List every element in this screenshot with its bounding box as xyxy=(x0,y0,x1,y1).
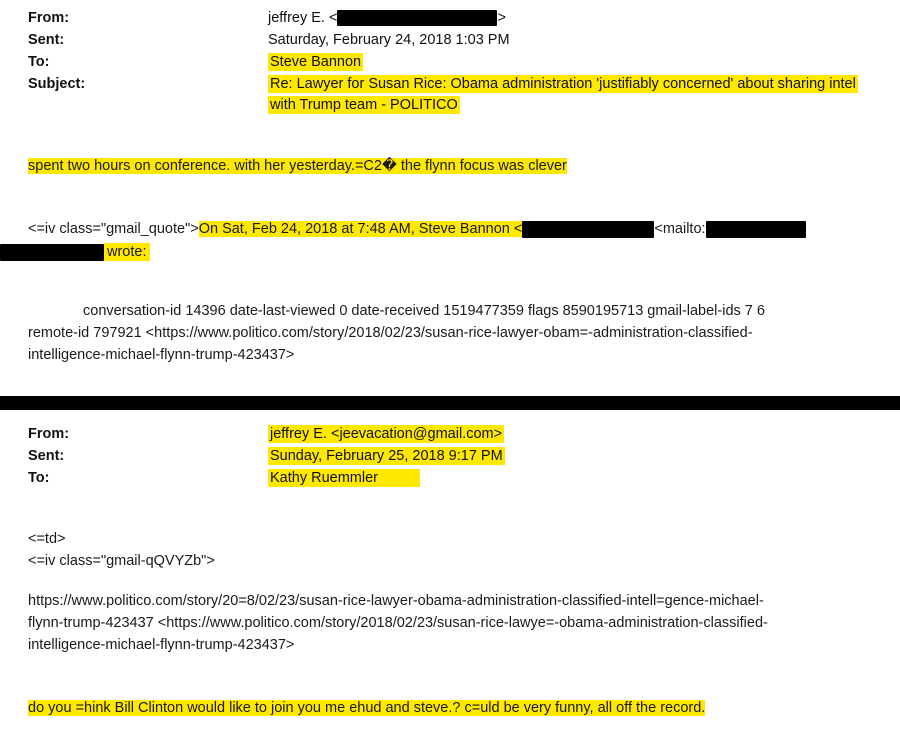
page-separator-bar xyxy=(0,396,900,410)
message-1-wrote-line xyxy=(0,240,880,264)
url-line-1: https://www.politico.com/story/20=8/02/23/susan-rice-lawyer-obama-administration-classified-intell=gence-michael- xyxy=(28,593,764,609)
redaction-bar-wrote-prefix xyxy=(0,244,104,261)
redaction-bar-from xyxy=(337,10,497,26)
header-label-sent: Sent: xyxy=(28,32,65,48)
quote-mailto-label: <mailto: xyxy=(654,221,706,237)
to-highlighted-text: Steve Bannon xyxy=(270,54,362,70)
header-label-from-2: From: xyxy=(28,426,70,442)
body-line-1-highlight: spent two hours on conference. with her yesterday.=C2� the flynn focus was clever xyxy=(28,158,567,174)
header-label-subject: Subject: xyxy=(28,76,86,92)
header-value-sent-2 xyxy=(268,446,878,467)
body-2-line-1: <=td> xyxy=(28,531,66,547)
sent-2-highlighted-text: Sunday, February 25, 2018 9:17 PM xyxy=(270,448,503,464)
url-line-2: flynn-trump-423437 <https://www.politico.com/story/2018/02/23/susan-rice-lawye=-obama-administration-classified- xyxy=(28,615,768,631)
message-2-headers xyxy=(28,424,878,490)
header-row-to xyxy=(28,52,878,73)
header-label-sent-2: Sent: xyxy=(28,448,65,464)
message-2-url-block xyxy=(28,590,868,656)
from-2-highlighted-text: jeffrey E. <jeevacation@gmail.com> xyxy=(270,426,503,442)
body-2-line-2: <=iv class="gmail-qQVYZb"> xyxy=(28,553,215,569)
header-row-from-2 xyxy=(28,424,878,445)
header-row-sent xyxy=(28,30,878,51)
header-value-sent: Saturday, February 24, 2018 1:03 PM xyxy=(268,32,510,48)
wrote-text: wrote: xyxy=(104,243,150,261)
message-1-headers xyxy=(28,8,878,117)
header-value-from xyxy=(268,8,878,29)
message-1-quote-header xyxy=(28,217,888,241)
header-row-from xyxy=(28,8,878,29)
header-label-from: From: xyxy=(28,10,70,26)
quote-intro-text: On Sat, Feb 24, 2018 at 7:48 AM, Steve Bannon < xyxy=(198,221,523,237)
header-value-subject xyxy=(268,74,868,116)
body-line-1 xyxy=(28,155,878,177)
header-label-to: To: xyxy=(28,54,50,70)
header-label-to-2: To: xyxy=(28,470,50,486)
header-value-from-2 xyxy=(268,424,878,445)
metadata-line-3: intelligence-michael-flynn-trump-423437> xyxy=(28,347,295,363)
header-value-to-2 xyxy=(268,468,878,489)
metadata-line-2: remote-id 797921 <https://www.politico.com/story/2018/02/23/susan-rice-lawyer-obam=-administration-classified- xyxy=(28,325,753,341)
from-suffix: > xyxy=(497,10,506,26)
header-row-to-2 xyxy=(28,468,878,489)
header-value-to xyxy=(268,52,878,73)
metadata-line-1: conversation-id 14396 date-last-viewed 0 date-received 1519477359 flags 8590195713 gmail-label-ids 7 6 xyxy=(83,303,765,319)
redaction-bar-mailto xyxy=(706,221,806,238)
quote-html-tag: <=iv class="gmail_quote"> xyxy=(28,221,199,237)
url-line-3: intelligence-michael-flynn-trump-423437> xyxy=(28,637,295,653)
message-1-body xyxy=(28,155,878,177)
to-2-highlighted-text: Kathy Ruemmler xyxy=(268,469,420,487)
email-message-2 xyxy=(0,410,900,737)
redaction-bar-quote-address xyxy=(522,221,654,238)
message-1-metadata xyxy=(28,300,858,366)
header-row-subject xyxy=(28,74,878,116)
closing-line-highlight: do you =hink Bill Clinton would like to join you me ehud and steve.? c=uld be very funny, all off the record. xyxy=(28,700,706,716)
subject-highlighted-text: Re: Lawyer for Susan Rice: Obama administration 'justifiably concerned' about sharing intel with Trump team - POLITICO xyxy=(270,76,856,113)
message-2-body-tags xyxy=(28,528,878,572)
message-2-closing-line xyxy=(28,697,868,719)
header-row-sent-2 xyxy=(28,446,878,467)
from-name: jeffrey E. < xyxy=(268,10,338,26)
